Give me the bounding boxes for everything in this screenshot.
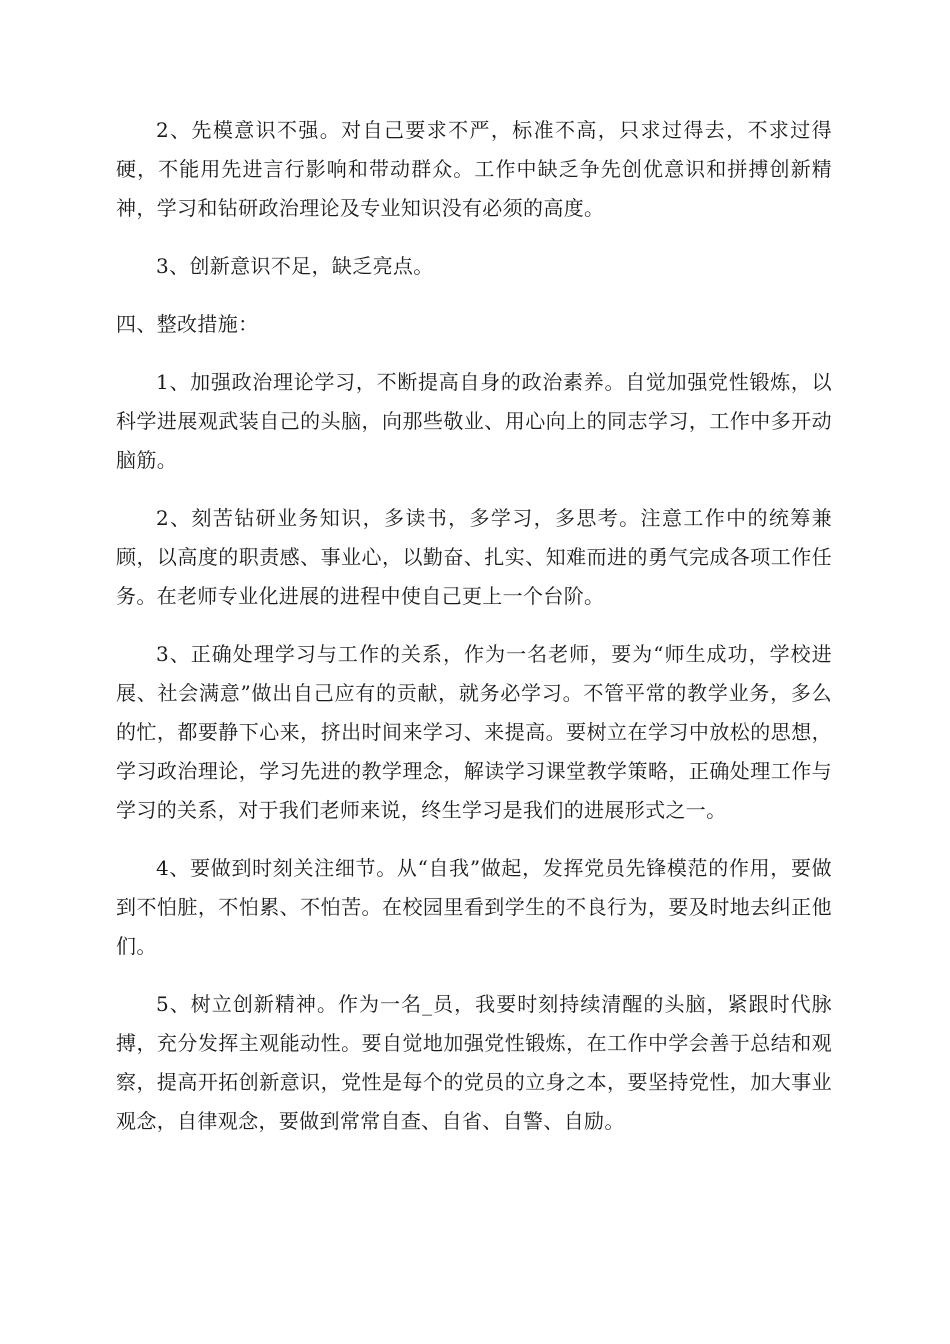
paragraph-measure-1: 1、加强政治理论学习，不断提高自身的政治素养。自觉加强党性锻炼，以科学进展观武装自己的头脑，向那些敬业、用心向上的同志学习，工作中多开动脑筋。 (116, 370, 832, 472)
paragraph-innovation-awareness: 3、创新意识不足，缺乏亮点。 (156, 254, 434, 278)
paragraph-pioneer-awareness: 2、先模意识不强。对自己要求不严，标准不高，只求过得去，不求过得硬，不能用先进言行影响和带动群众。工作中缺乏争先创优意识和拼搏创新精神，学习和钻研政治理论及专业知识没有必须的高度。 (116, 118, 832, 220)
paragraph-measure-2: 2、刻苦钻研业务知识，多读书，多学习，多思考。注意工作中的统筹兼顾，以高度的职责感、事业心，以勤奋、扎实、知难而进的勇气完成各项工作任务。在老师专业化进展的进程中使自己更上一个台阶。 (116, 506, 832, 608)
document-body (116, 111, 832, 1160)
paragraph-measure-4: 4、要做到时刻关注细节。从“自我”做起，发挥党员先锋模范的作用，要做到不怕脏，不怕累、不怕苦。在校园里看到学生的不良行为，要及时地去纠正他们。 (116, 856, 832, 958)
paragraph-measure-3: 3、正确处理学习与工作的关系，作为一名老师，要为“师生成功，学校进展、社会满意”做出自己应有的贡献，就务必学习。不管平常的教学业务，多么的忙，都要静下心来，挤出时间来学习、来提高。要树立在学习中放松的思想，学习政治理论，学习先进的教学理念，解读学习课堂教学策略，正确处理工作与学习的关系，对于我们老师来说，终生学习是我们的进展形式之一。 (116, 642, 832, 822)
section-heading-rectification: 四、整改措施： (116, 312, 259, 336)
paragraph-measure-5: 5、树立创新精神。作为一名_员，我要时刻持续清醒的头脑，紧跟时代脉搏，充分发挥主观能动性。要自觉地加强党性锻炼，在工作中学会善于总结和观察，提高开拓创新意识，党性是每个的党员的立身之本，要坚持党性，加大事业观念，自律观念，要做到常常自查、自省、自警、自励。 (116, 992, 832, 1133)
